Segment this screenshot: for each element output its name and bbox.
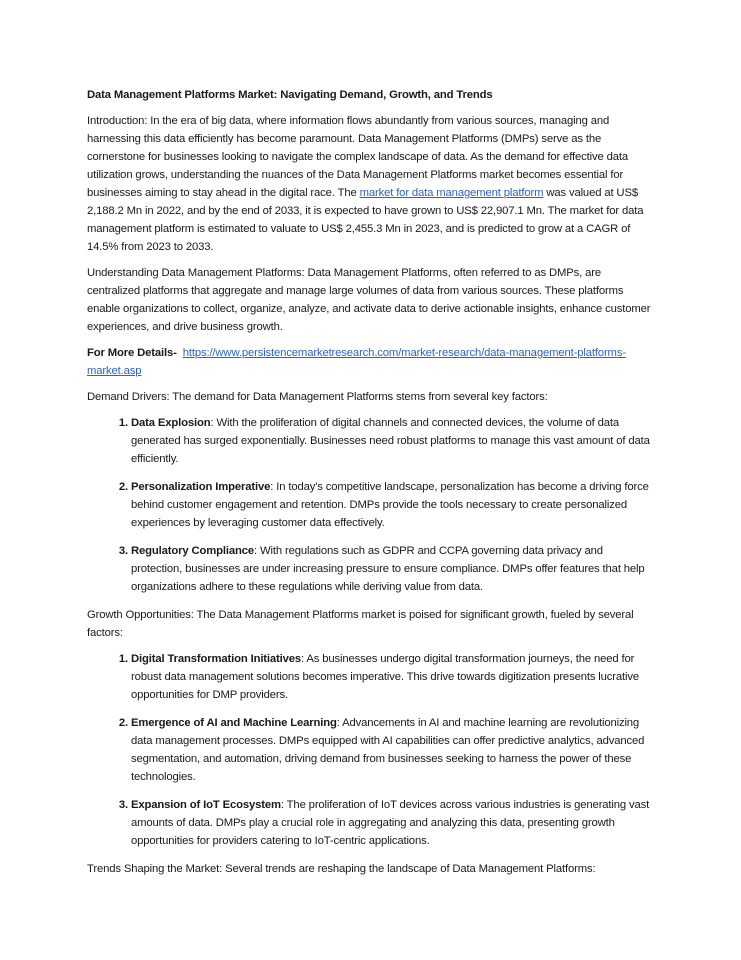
demand-drivers-list <box>87 414 653 596</box>
item-text: : With the proliferation of digital channels and connected devices, the volume of data generated has surged exponentially. Businesses need robust platforms to manage this vast amount of data efficiently. <box>131 417 650 465</box>
understanding-paragraph: Understanding Data Management Platforms: Data Management Platforms, often referred to as DMPs, are centralized platforms that aggregate and manage large volumes of data from various sources. These platforms enable organizations to collect, organize, analyze, and activate data to derive actionable insights, enhance customer experiences, and drive business growth. <box>87 267 651 333</box>
intro-text: Introduction: In the era of big data, where information flows abundantly from various sources, managing and harnessing this data efficiently has become paramount. Data Management Platforms (DMPs) serve as the cornerstone for businesses looking to navigate the complex landscape of data. As the demand for effective data utilization grows, understanding the nuances of the Data Management Platforms market becomes essential for businesses aiming to stay ahead in the digital race. The <box>87 115 628 199</box>
list-item <box>131 650 653 704</box>
item-title: Digital Transformation Initiatives <box>131 653 302 665</box>
more-details-label: For More Details- <box>87 347 177 359</box>
list-item <box>131 796 653 850</box>
market-link[interactable]: market for data management platform <box>359 187 544 199</box>
trends-paragraph: Trends Shaping the Market: Several trends are reshaping the landscape of Data Management Platforms: <box>87 863 596 875</box>
demand-drivers-intro: Demand Drivers: The demand for Data Management Platforms stems from several key factors: <box>87 391 548 403</box>
item-title: Data Explosion <box>131 417 211 429</box>
item-title: Expansion of IoT Ecosystem <box>131 799 281 811</box>
item-text: : With regulations such as GDPR and CCPA governing data privacy and protection, businesses are under increasing pressure to ensure compliance. DMPs offer features that help organizations adhere to these regulations while deriving value from data. <box>131 545 645 593</box>
list-item <box>131 542 653 596</box>
list-item <box>131 714 653 786</box>
item-title: Regulatory Compliance <box>131 545 255 557</box>
growth-intro: Growth Opportunities: The Data Management Platforms market is poised for significant growth, fueled by several factors: <box>87 609 634 639</box>
item-title: Emergence of AI and Machine Learning <box>131 717 337 729</box>
item-text: : The proliferation of IoT devices across various industries is generating vast amounts of data. DMPs play a crucial role in aggregating and analyzing this data, presenting growth opportunities for providers catering to IoT-centric applications. <box>131 799 650 847</box>
intro-text-continued: was valued at US$ 2,188.2 Mn in 2022, and by the end of 2033, it is expected to have grown to US$ 22,907.1 Mn. The market for data management platform is estimated to valuate to US$ 2,455.3 Mn in 2023, and is predicted to grow at a CAGR of 14.5% from 2023 to 2033. <box>87 187 644 253</box>
more-details-link[interactable]: https://www.persistencemarketresearch.com/market-research/data-management-platforms-market.asp <box>87 347 626 377</box>
growth-list <box>87 650 653 850</box>
list-item <box>131 478 653 532</box>
document-page <box>87 86 653 886</box>
intro-paragraph <box>87 112 653 256</box>
item-title: Personalization Imperative <box>131 481 271 493</box>
document-title: Data Management Platforms Market: Navigating Demand, Growth, and Trends <box>87 89 493 101</box>
item-text: : Advancements in AI and machine learning are revolutionizing data management processes. DMPs equipped with AI capabilities can offer predictive analytics, advanced segmentation, and automation, driving demand from businesses seeking to harness the power of these technologies. <box>131 717 645 783</box>
list-item <box>131 414 653 468</box>
more-details-paragraph <box>87 344 653 380</box>
item-text: : As businesses undergo digital transformation journeys, the need for robust data management solutions becomes imperative. This drive towards digitization presents lucrative opportunities for DMP providers. <box>131 653 640 701</box>
item-text: : In today's competitive landscape, personalization has become a driving force behind customer engagement and retention. DMPs provide the tools necessary to create personalized experiences by leveraging customer data effectively. <box>131 481 649 529</box>
